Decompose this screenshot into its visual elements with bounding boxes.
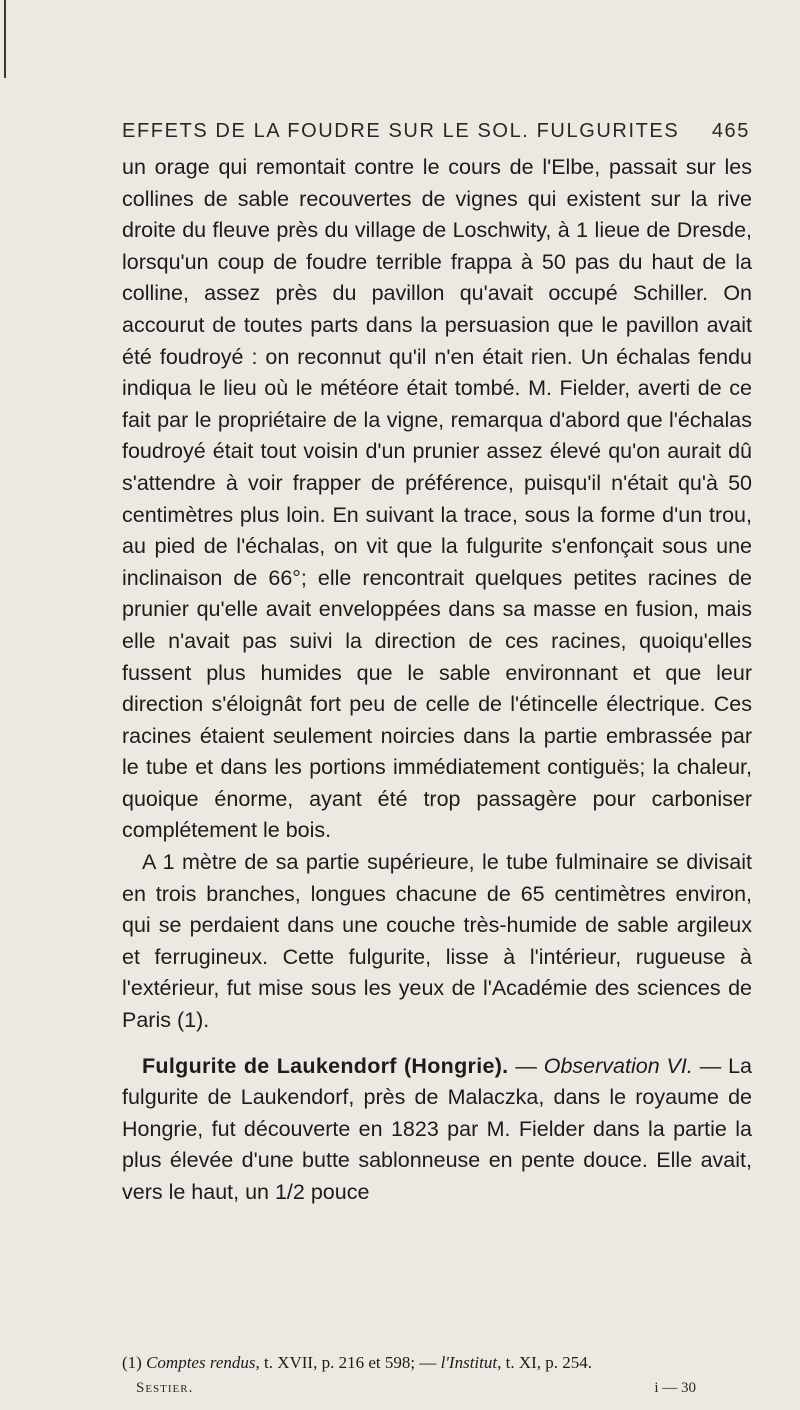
body-text xyxy=(122,152,752,1209)
signature-line xyxy=(136,1380,696,1397)
footnote xyxy=(122,1353,752,1373)
scan-edge-line xyxy=(4,0,6,78)
footnote-marker: (1) xyxy=(122,1353,147,1372)
running-head xyxy=(122,120,750,143)
running-head-title: EFFETS DE LA FOUDRE SUR LE SOL. FULGURITES xyxy=(122,120,680,142)
section-text: — La fulgurite de Laukendorf, près de Malaczka, dans le royaume de Hongrie, fut découverte en 1823 par M. Fielder dans la partie la plus élevée d'une butte sablonneuse en pente douce. Elle avait, vers le haut, un 1/2 pouce xyxy=(122,1053,752,1204)
paragraph-1: un orage qui remontait contre le cours de l'Elbe, passait sur les collines de sable recouvertes de vignes qui existent sur la rive droite du fleuve près du village de Loschwity, à 1 lieue de Dresde, lorsqu'un coup de foudre terrible frappa à 50 pas du haut de la colline, assez près du pavillon qu'avait occupé Schiller. On accourut de toutes parts dans la persuasion que le pavillon avait été foudroyé : on reconnut qu'il n'en était rien. Un échalas fendu indiqua le lieu où le météore était tombé. M. Fielder, averti de ce fait par le propriétaire de la vigne, remarqua d'abord que l'échalas foudroyé était tout voisin d'un prunier assez élevé qu'on aurait dû s'attendre à voir frapper de préférence, puisqu'il n'était qu'à 50 centimètres plus loin. En suivant la trace, sous la forme d'un trou, au pied de l'échalas, on vit que la fulgurite s'enfonçait sous une inclinaison de 66°; elle rencontrait quelques petites racines de prunier qu'elle avait enveloppées dans sa masse en fusion, mais elle n'avait pas suivi la direction de ces racines, quoiqu'elles fussent plus humides que le sable environnant et que leur direction s'éloignât fort peu de celle de l'étincelle électrique. Ces racines étaient seulement noircies dans la partie embrassée par le tube et dans les portions immédiatement contiguës; la chaleur, quoique énorme, ayant été trop passagère pour carboniser complétement le bois. xyxy=(122,155,752,843)
footnote-ref-1: , t. XVII, p. 216 et 598; — xyxy=(255,1353,441,1372)
section-title: Fulgurite de Laukendorf (Hongrie). xyxy=(142,1053,509,1078)
footnote-source-2: l'Institut xyxy=(440,1353,498,1372)
sheet-signature: i — 30 xyxy=(654,1380,696,1396)
page-number: 465 xyxy=(711,120,750,142)
section-dash: — xyxy=(508,1053,544,1078)
printer-signature: Sestier. xyxy=(136,1380,194,1396)
observation-label: Observation VI. xyxy=(543,1053,693,1078)
footnote-ref-2: , t. XI, p. 254. xyxy=(497,1353,593,1372)
paragraph-2: A 1 mètre de sa partie supérieure, le tube fulminaire se divisait en trois branches, longues chacune de 65 centimètres environ, qui se perdaient dans une couche très-humide de sable argileux et ferrugineux. Cette fulgurite, lisse à l'intérieur, rugueuse à l'extérieur, fut mise sous les yeux de l'Académie des sciences de Paris (1). xyxy=(122,850,752,1033)
section-observation-vi xyxy=(122,1051,752,1209)
footnote-source-1: Comptes rendus xyxy=(146,1353,256,1372)
